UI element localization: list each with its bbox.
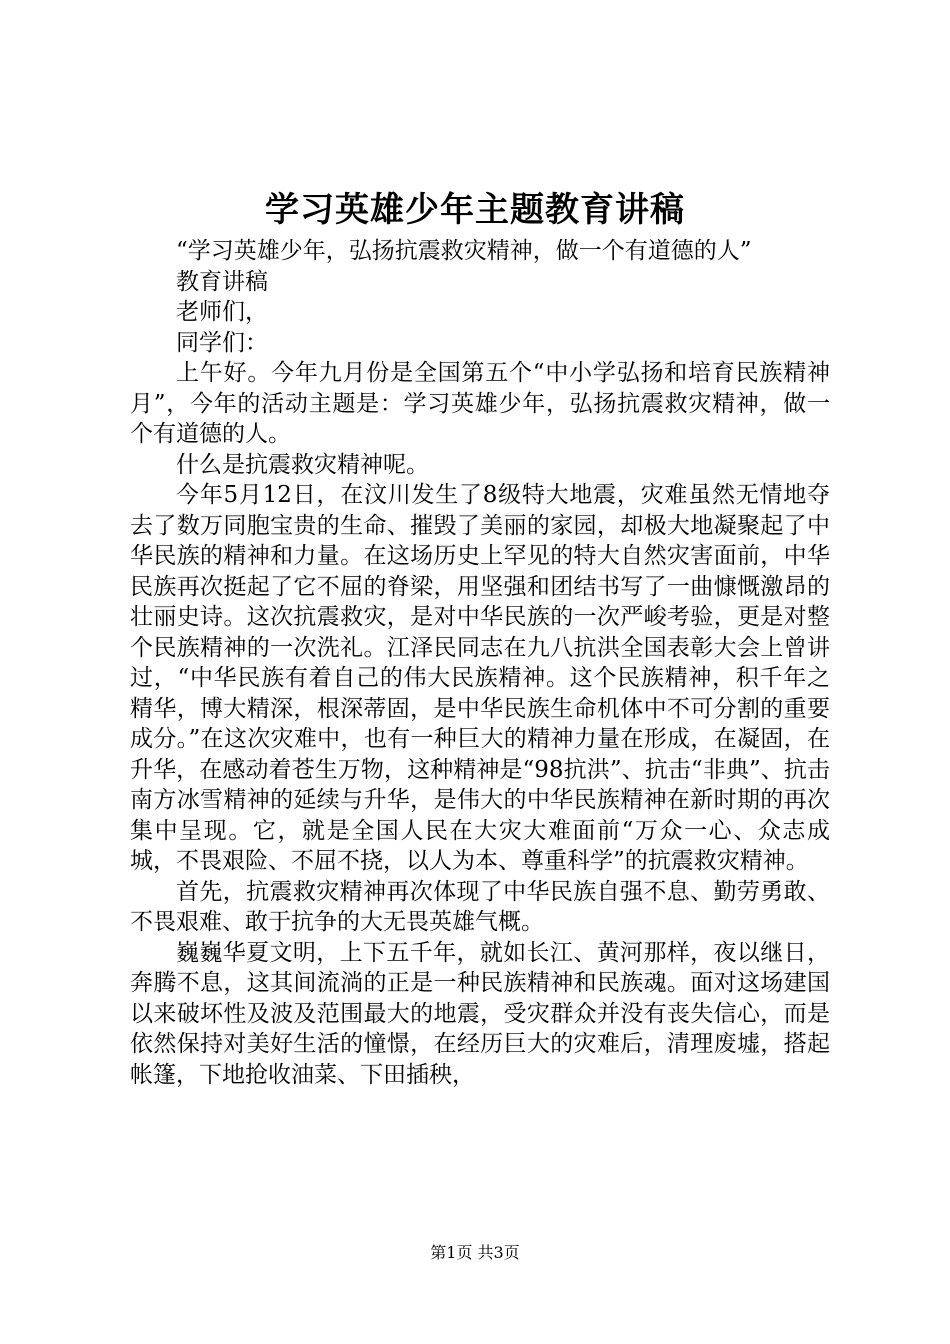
paragraph-first-point: 首先，抗震救灾精神再次体现了中华民族自强不息、勤劳勇敢、不畏艰难、敢于抗争的大无畏英雄气概。 xyxy=(130,878,830,935)
document-body xyxy=(130,236,830,1090)
paragraph-greeting-students: 同学们： xyxy=(176,329,268,356)
paragraph-intro: 上午好。今年九月份是全国第五个“中小学弘扬和培育民族精神月”，今年的活动主题是：学习英雄少年，弘扬抗震救灾精神，做一个有道德的人。 xyxy=(130,360,830,447)
paragraph-greeting-teachers: 老师们， xyxy=(176,299,268,325)
page-footer: 第1页 共3页 xyxy=(430,1243,520,1262)
paragraph-question: 什么是抗震救灾精神呢。 xyxy=(176,451,429,478)
paragraph-theme: “学习英雄少年，弘扬抗震救灾精神，做一个有道德的人” xyxy=(176,238,752,264)
paragraph-civilization: 巍巍华夏文明，上下五千年，就如长江、黄河那样，夜以继日，奔腾不息，这其间流淌的正是一种民族精神和民族魂。面对这场建国以来破坏性及波及范围最大的地震，受灾群众并没有丧失信心，而是依然保持对美好生活的憧憬，在经历巨大的灾难后，清理废墟，搭起帐篷，下地抢收油菜、下田插秧， xyxy=(130,939,830,1088)
document-title: 学习英雄少年主题教育讲稿 xyxy=(265,190,685,230)
paragraph-earthquake: 今年5月12日，在汶川发生了8级特大地震，灾难虽然无情地夺去了数万同胞宝贵的生命、摧毁了美丽的家园，却极大地凝聚起了中华民族的精神和力量。在这场历史上罕见的特大自然灾害面前，中华民族再次挺起了它不屈的脊梁，用坚强和团结书写了一曲慷慨激昂的壮丽史诗。这次抗震救灾，是对中华民族的一次严峻考验，更是对整个民族精神的一次洗礼。江泽民同志在九八抗洪全国表彰大会上曾讲过，“中华民族有着自己的伟大民族精神。这个民族精神，积千年之精华，博大精深，根深蒂固，是中华民族生命机体中不可分割的重要成分。”在这次灾难中，也有一种巨大的精神力量在形成，在凝固，在升华，在感动着苍生万物，这种精神是“98抗洪”、抗击“非典”、抗击南方冰雪精神的延续与升华，是伟大的中华民族精神在新时期的再次集中呈现。它，就是全国人民在大灾大难面前“万众一心、众志成城，不畏艰险、不屈不挠，以人为本、尊重科学”的抗震救灾精神。 xyxy=(130,482,830,874)
paragraph-subtitle: 教育讲稿 xyxy=(176,268,268,295)
